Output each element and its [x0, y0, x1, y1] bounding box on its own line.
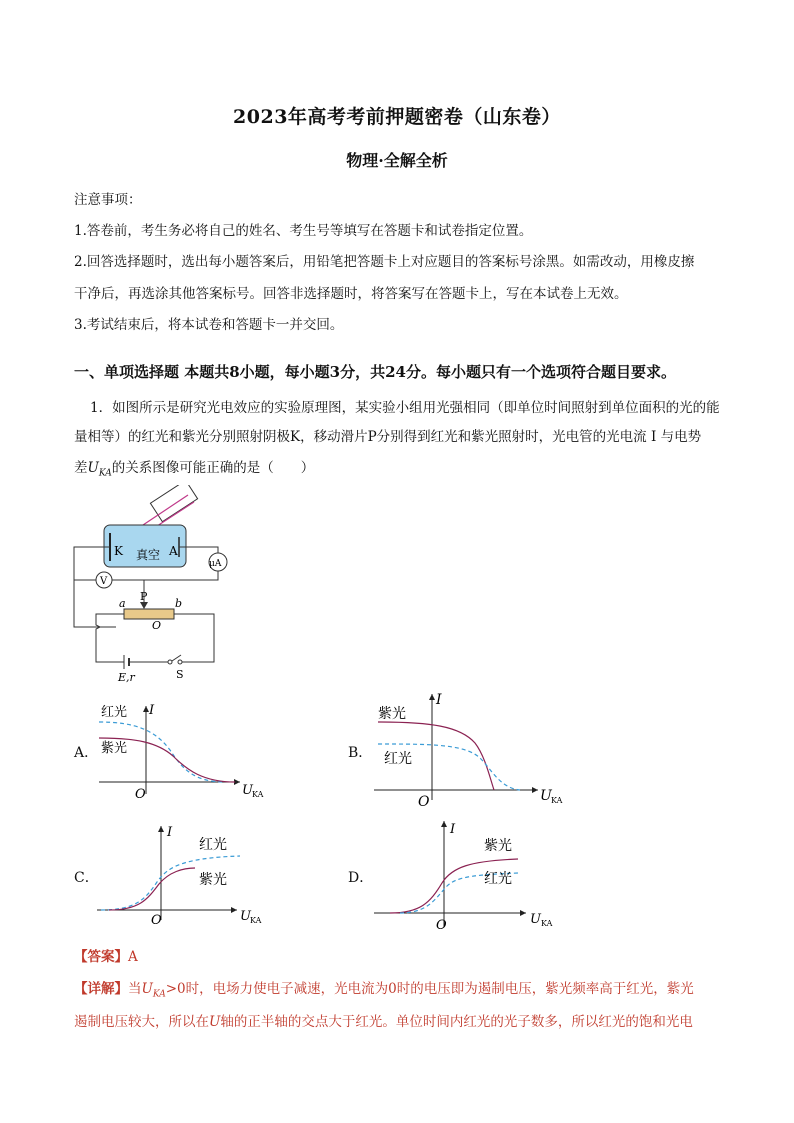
page-title: 2023年高考考前押题密卷（山东卷）	[233, 106, 561, 128]
graph-d	[370, 815, 570, 935]
graph-a	[95, 700, 275, 800]
switch-icon	[168, 660, 172, 664]
answer-value: A	[128, 949, 138, 965]
label-k: K	[114, 544, 123, 558]
rheostat	[124, 609, 174, 619]
detail-l2-var: U	[209, 1014, 221, 1030]
circuit-diagram	[68, 485, 248, 685]
y-label: I	[450, 822, 456, 837]
x-label: U	[240, 909, 251, 924]
graph-c	[95, 820, 275, 930]
option-c-label[interactable]: C．	[74, 870, 99, 886]
page-subtitle: 物理·全解全析	[346, 151, 448, 170]
y-label: I	[167, 825, 173, 840]
answer-tag: 【答案】	[74, 949, 128, 965]
question-line-3-pre: 差	[74, 460, 88, 476]
question-var-u: U	[87, 460, 99, 476]
x-label: U	[242, 783, 253, 798]
origin-label: O	[151, 913, 162, 928]
option-a-label[interactable]: A．	[74, 745, 99, 761]
notes-item-3: 3.考试结束后，将本试卷和答题卡一并交回。	[74, 317, 344, 333]
origin-label: O	[418, 794, 430, 808]
question-line-3-post: 的关系图像可能正确的是（ ）	[111, 460, 315, 476]
section-heading: 一、单项选择题 本题共8小题，每小题3分，共24分。每小题只有一个选项符合题目要求。	[74, 363, 676, 381]
y-label: I	[436, 692, 442, 708]
graph-b	[370, 688, 570, 808]
notes-item-2a: 2.回答选择题时，选出每小题答案后，用铅笔把答题卡上对应题目的答案标号涂黑。如需改动，用橡皮擦	[74, 254, 695, 270]
notes-item-1: 1.答卷前，考生务必将自己的姓名、考生号等填写在答题卡和试卷指定位置。	[74, 223, 533, 239]
detail-line-1	[74, 977, 694, 1000]
origin-label: O	[135, 787, 146, 800]
option-b-label[interactable]: B．	[348, 745, 373, 761]
x-label: U	[540, 788, 552, 804]
detail-line-2	[74, 1010, 693, 1030]
x-label-sub: KA	[551, 796, 563, 805]
y-label: I	[149, 703, 155, 718]
label-microammeter: μA	[209, 559, 222, 569]
origin-label: O	[436, 918, 447, 933]
detail-tag: 【详解】	[74, 981, 128, 997]
question-line-2: 量相等）的红光和紫光分别照射阴极K，移动滑片P分别得到红光和紫光照射时，光电管的光电流 I 与电势	[74, 429, 702, 445]
detail-l1-var: U	[141, 981, 153, 997]
x-label: U	[530, 912, 541, 927]
curve-label-1: 红光	[101, 705, 128, 720]
label-a: A	[169, 544, 178, 558]
x-label-sub: KA	[541, 919, 553, 928]
curve-label-1: 紫光	[484, 838, 512, 854]
slider-p	[140, 602, 148, 609]
option-d-label[interactable]: D．	[348, 870, 374, 886]
label-s: S	[176, 668, 184, 681]
curve-label-1: 紫光	[378, 706, 406, 722]
question-var-u-sub: KA	[98, 468, 112, 479]
notes-item-2b: 干净后，再选涂其他答案标号。回答非选择题时，将答案写在答题卡上，写在本试卷上无效。	[74, 286, 628, 302]
label-er: E,r	[118, 671, 135, 684]
question-line-3	[74, 456, 314, 479]
curve-label-2: 紫光	[199, 872, 227, 888]
curve-label-2: 红光	[384, 751, 412, 767]
notes-heading: 注意事项：	[74, 192, 142, 208]
label-voltmeter: V	[100, 576, 108, 587]
answer	[74, 945, 138, 965]
detail-l1-sub: KA	[152, 989, 166, 1000]
curve-label-2: 紫光	[101, 741, 128, 756]
x-label-sub: KA	[250, 916, 262, 925]
label-o: O	[152, 619, 162, 632]
detail-l2-a: 遏制电压较大，所以在	[74, 1014, 209, 1030]
label-b-end: b	[175, 597, 183, 610]
detail-l2-b: 轴的正半轴的交点大于红光。单位时间内红光的光子数多，所以红光的饱和光电	[220, 1014, 693, 1030]
curve-label-2: 红光	[484, 871, 512, 887]
curve-label-1: 红光	[199, 837, 227, 853]
question-line-1: 1．如图所示是研究光电效应的实验原理图，某实验小组用光强相同（即单位时间照射到单位面积的光的能	[90, 400, 720, 416]
x-label-sub: KA	[252, 790, 264, 799]
detail-l1-a: 当	[128, 981, 142, 997]
label-vacuum: 真空	[136, 548, 161, 562]
label-p: P	[140, 590, 148, 603]
detail-l1-b: >0时，电场力使电子减速，光电流为0时的电压即为遏制电压，紫光频率高于红光，紫光	[165, 981, 694, 997]
label-a-end: a	[119, 597, 126, 610]
